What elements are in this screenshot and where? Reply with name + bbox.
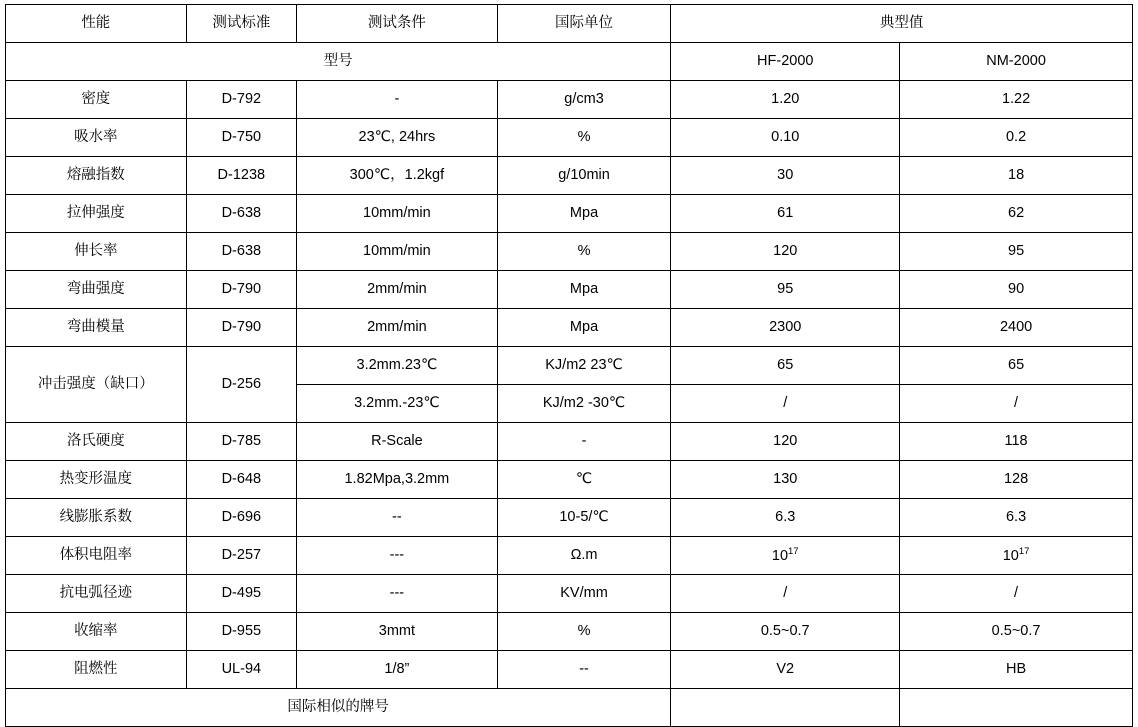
row-standard: D-1238 [186,157,296,195]
row-condition: --- [297,537,498,575]
row-property: 弯曲强度 [6,271,187,309]
row-unit: Ω.m [497,537,671,575]
row-property: 拉伸强度 [6,195,187,233]
row-standard: D-785 [186,423,296,461]
header-typical-value: 典型值 [671,5,1133,43]
row-value-hf2000: 0.10 [671,119,900,157]
row-unit: % [497,233,671,271]
row-value-hf2000: 61 [671,195,900,233]
footer-label: 国际相似的牌号 [6,689,671,727]
table-row [6,157,1133,195]
model-hf2000: HF-2000 [671,43,900,81]
table-row [6,575,1133,613]
row-value-hf2000 [671,537,900,575]
footer-row [6,689,1133,727]
row-condition: -- [297,499,498,537]
row-value-nm2000: / [900,575,1133,613]
row-value-nm2000: HB [900,651,1133,689]
row-property: 洛氏硬度 [6,423,187,461]
row-unit: KJ/m2 -30℃ [497,385,671,423]
row-value-hf2000: 95 [671,271,900,309]
table-row [6,309,1133,347]
table-row [6,423,1133,461]
row-condition: 3.2mm.23℃ [297,347,498,385]
row-value-hf2000: 6.3 [671,499,900,537]
row-property: 线膨胀系数 [6,499,187,537]
table-row [6,233,1133,271]
row-value-nm2000: 2400 [900,309,1133,347]
table-row [6,195,1133,233]
row-value-nm2000: 62 [900,195,1133,233]
header-property: 性能 [6,5,187,43]
row-condition: --- [297,575,498,613]
spec-sheet [0,4,1138,722]
row-value-nm2000: 1.22 [900,81,1133,119]
row-value-hf2000: 0.5~0.7 [671,613,900,651]
row-value-hf2000: 65 [671,347,900,385]
value-exponent: 17 [788,545,799,557]
row-value-nm2000: 90 [900,271,1133,309]
row-standard: D-648 [186,461,296,499]
table-row [6,613,1133,651]
row-value-nm2000: 18 [900,157,1133,195]
row-unit: ℃ [497,461,671,499]
table-row [6,119,1133,157]
row-value-hf2000: / [671,575,900,613]
row-value-hf2000: 120 [671,423,900,461]
row-property: 弯曲模量 [6,309,187,347]
row-standard: D-495 [186,575,296,613]
row-value-hf2000: V2 [671,651,900,689]
row-property: 密度 [6,81,187,119]
row-condition: 2mm/min [297,271,498,309]
row-unit: Mpa [497,195,671,233]
row-unit: Mpa [497,271,671,309]
row-standard: D-638 [186,195,296,233]
row-unit: KJ/m2 23℃ [497,347,671,385]
row-condition: 10mm/min [297,233,498,271]
value-base: 10 [1002,547,1019,564]
row-condition: 10mm/min [297,195,498,233]
row-standard: D-638 [186,233,296,271]
row-value-hf2000: 2300 [671,309,900,347]
value-base: 10 [771,547,789,564]
row-value-hf2000: 1.20 [671,81,900,119]
row-condition: 23℃, 24hrs [297,119,498,157]
row-value-hf2000: 130 [671,461,900,499]
row-standard: D-792 [186,81,296,119]
footer-value-nm2000 [900,689,1133,727]
footer-value-hf2000 [671,689,900,727]
row-value-hf2000: / [671,385,900,423]
table-row [6,499,1133,537]
model-nm2000: NM-2000 [900,43,1133,81]
row-unit: % [497,613,671,651]
row-property: 抗电弧径迹 [6,575,187,613]
table-row [6,461,1133,499]
table-row [6,271,1133,309]
row-unit: 10-5/℃ [497,499,671,537]
row-condition: 3mmt [297,613,498,651]
row-property: 阻燃性 [6,651,187,689]
row-value-nm2000: 128 [900,461,1133,499]
table-header-row [6,5,1133,43]
row-property: 吸水率 [6,119,187,157]
row-standard: D-790 [186,271,296,309]
model-label: 型号 [6,43,671,81]
row-unit: g/cm3 [497,81,671,119]
row-condition: 300℃，1.2kgf [297,157,498,195]
row-unit: -- [497,651,671,689]
row-condition: 1/8” [297,651,498,689]
row-standard-impact: D-256 [186,347,296,423]
row-unit: % [497,119,671,157]
header-unit: 国际单位 [497,5,671,43]
table-row [6,81,1133,119]
row-condition: 1.82Mpa,3.2mm [297,461,498,499]
row-standard: D-257 [186,537,296,575]
row-standard: D-790 [186,309,296,347]
row-standard: D-696 [186,499,296,537]
row-property: 伸长率 [6,233,187,271]
row-condition: - [297,81,498,119]
row-value-nm2000: / [900,385,1133,423]
row-property: 热变形温度 [6,461,187,499]
row-condition: 2mm/min [297,309,498,347]
row-unit: Mpa [497,309,671,347]
row-value-nm2000: 0.2 [900,119,1133,157]
row-condition: 3.2mm.-23℃ [297,385,498,423]
row-property-impact: 冲击强度（缺口） [6,347,187,423]
row-value-nm2000 [900,537,1133,575]
row-property: 熔融指数 [6,157,187,195]
row-property: 收缩率 [6,613,187,651]
row-value-hf2000: 30 [671,157,900,195]
row-unit: - [497,423,671,461]
material-spec-table [5,4,1133,727]
table-row [6,651,1133,689]
table-row-impact-a [6,347,1133,385]
row-value-hf2000: 120 [671,233,900,271]
row-value-nm2000: 65 [900,347,1133,385]
table-row [6,537,1133,575]
value-exponent: 17 [1018,545,1030,557]
row-property: 体积电阻率 [6,537,187,575]
row-value-nm2000: 95 [900,233,1133,271]
model-row [6,43,1133,81]
row-value-nm2000: 0.5~0.7 [900,613,1133,651]
row-value-nm2000: 118 [900,423,1133,461]
row-value-nm2000: 6.3 [900,499,1133,537]
row-condition: R-Scale [297,423,498,461]
row-unit: KV/mm [497,575,671,613]
header-condition: 测试条件 [297,5,498,43]
row-standard: D-750 [186,119,296,157]
header-standard: 测试标准 [186,5,296,43]
row-standard: UL-94 [186,651,296,689]
row-unit: g/10min [497,157,671,195]
row-standard: D-955 [186,613,296,651]
